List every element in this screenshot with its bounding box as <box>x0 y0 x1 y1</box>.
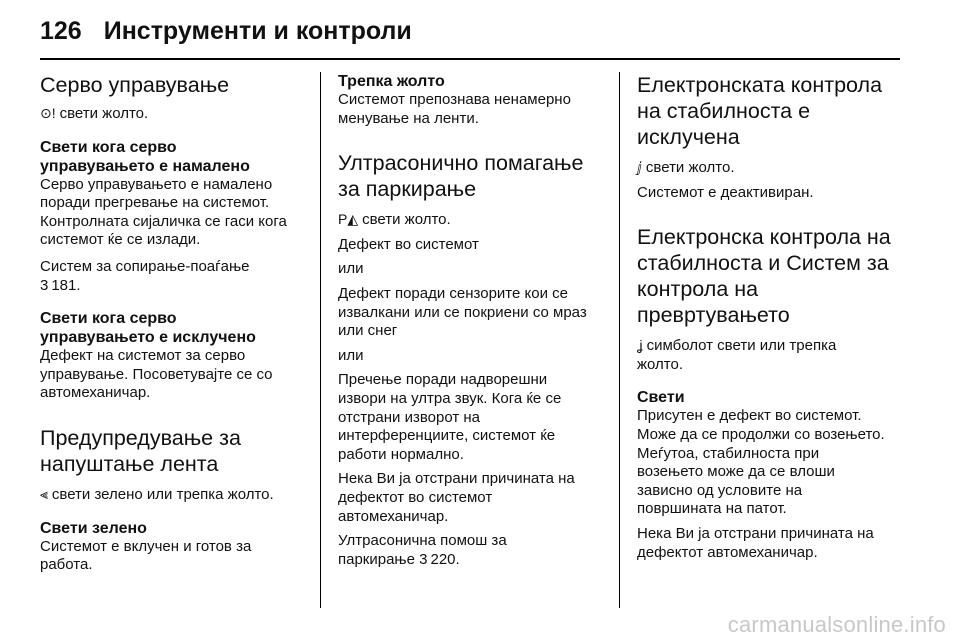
paragraph <box>338 371 604 464</box>
text-line: интерференциите, системот ќе <box>338 427 556 445</box>
title-line: на стабилноста е <box>637 99 811 123</box>
subsection-title <box>40 309 302 347</box>
text-line: дефектот автомеханичар. <box>637 543 818 561</box>
title-line: контрола на <box>637 277 759 302</box>
paragraph <box>338 470 604 526</box>
watermark: carmanualsonline.info <box>727 612 946 637</box>
text-line: Нека Ви ја отстрани причината на <box>338 470 575 488</box>
section-title-parking-assist <box>338 150 604 202</box>
esc-icon: ʝ <box>637 337 643 354</box>
header-rule <box>40 58 900 60</box>
paragraph: Дефект во системот <box>338 235 479 253</box>
text-line: системот ќе се излади. <box>40 231 201 249</box>
text-line: Нека Ви ја отстрани причината на <box>637 524 874 542</box>
column-divider-2 <box>619 72 620 608</box>
page-reference-icon: 3 <box>40 276 49 294</box>
lamp-text: жолто. <box>637 355 684 373</box>
text-line: извалкани или се покриени со мраз <box>338 303 587 321</box>
text-line: отстрани изворот на <box>338 408 481 426</box>
lamp-text: свети жолто. <box>362 211 451 229</box>
page-header <box>40 10 920 52</box>
text-line: Може да се продолжи со возењето. <box>637 425 885 443</box>
title-line: Електронска контрола на <box>637 225 891 250</box>
paragraph: Системот е деактивиран. <box>637 183 814 201</box>
section-title-esc-off <box>637 72 909 150</box>
text-line: зависно од условите на <box>637 481 803 499</box>
cross-reference <box>40 258 302 295</box>
text-line: Дефект поради сензорите кои се <box>338 284 568 302</box>
paragraph <box>637 525 909 562</box>
paragraph <box>637 407 909 519</box>
title-line: исклучена <box>637 125 740 149</box>
title-line: за паркирање <box>338 177 477 202</box>
lamp-text: свети зелено или трепка жолто. <box>51 485 274 503</box>
lamp-line <box>40 485 302 505</box>
cross-reference <box>338 532 604 569</box>
text-line: паркирање <box>338 550 415 568</box>
text-line: Серво управувањето е намалено <box>40 175 273 193</box>
running-title: Инструменти и контроли <box>103 16 412 45</box>
section-title-esc <box>637 224 909 328</box>
paragraph: или <box>338 260 364 278</box>
text-line: Присутен е дефект во системот. <box>637 407 862 425</box>
paragraph: или <box>338 346 364 364</box>
paragraph <box>338 285 604 341</box>
paragraph <box>40 176 302 250</box>
text-line: или снег <box>338 322 398 340</box>
esc-off-icon: ⅉ <box>637 159 642 175</box>
column-2 <box>338 72 604 569</box>
title-line: напуштање лента <box>40 451 219 476</box>
text-line: дефектот во системот <box>338 488 493 506</box>
text-line: менување на ленти. <box>338 109 479 127</box>
lamp-line <box>40 104 302 124</box>
page-number: 126 <box>40 16 82 45</box>
subsection-title: Свети зелено <box>40 519 147 537</box>
page-reference-icon: 3 <box>419 550 428 568</box>
text-line: површината на патот. <box>637 500 787 518</box>
paragraph <box>40 347 302 403</box>
text-line: Системот е вклучен и готов за <box>40 537 252 555</box>
text-line: Меѓутоа, стабилноста при <box>637 444 820 462</box>
text-line: автомеханичар. <box>338 507 449 525</box>
text-line: Дефект на системот за серво <box>40 347 246 365</box>
paragraph <box>338 91 604 128</box>
title-line: Свети кога серво <box>40 310 177 328</box>
text-line: Систем за сопирање-поаѓање <box>40 257 250 275</box>
column-1 <box>40 72 302 575</box>
title-line: Свети кога серво <box>40 138 177 156</box>
lamp-text: свети жолто. <box>59 105 149 122</box>
title-line: превртувањето <box>637 303 790 328</box>
text-line: Контролната сијаличка се гаси кога <box>40 212 287 230</box>
subsection-title: Трепка жолто <box>338 73 445 90</box>
lamp-line <box>637 336 909 374</box>
title-line: Ултрасонично помагање <box>338 151 584 176</box>
parking-assist-icon: P◭ <box>338 211 359 228</box>
title-line: управувањето е намалено <box>40 157 250 175</box>
lamp-line <box>637 158 909 178</box>
title-line: стабилноста и Систем за <box>637 251 889 276</box>
text-line: возењето може да се влоши <box>637 463 835 481</box>
title-line: управувањето е исклучено <box>40 329 256 347</box>
section-title-lane-departure <box>40 425 302 477</box>
column-divider-1 <box>320 72 321 608</box>
text-line: автомеханичар. <box>40 384 151 402</box>
page-reference: 181. <box>51 276 81 294</box>
text-line: работи нормално. <box>338 445 464 463</box>
page-reference: 220. <box>430 550 460 568</box>
steering-warning-icon: ⊙! <box>40 105 56 121</box>
subsection-title: Свети <box>637 389 685 407</box>
text-line: Пречење поради надворешни <box>338 371 548 389</box>
title-line: Електронската контрола <box>637 73 883 97</box>
text-line: Системот препознава ненамерно <box>338 91 571 108</box>
lamp-line <box>338 210 604 230</box>
text-line: управување. Посоветувајте се со <box>40 365 273 383</box>
column-3 <box>637 72 909 562</box>
lamp-text: свети жолто. <box>645 159 735 176</box>
text-line: извори на ултра звук. Кога ќе се <box>338 389 562 407</box>
lane-departure-icon: ⫷ <box>40 485 48 502</box>
subsection-title <box>40 138 302 176</box>
paragraph <box>40 538 302 575</box>
text-line: работа. <box>40 556 93 574</box>
text-line: поради прегревање на системот. <box>40 194 270 212</box>
lamp-text: симболот свети или трепка <box>646 337 837 355</box>
text-line: Ултрасонична помош за <box>338 532 507 550</box>
title-line: Предупредување за <box>40 425 241 450</box>
section-title-power-steering: Серво управување <box>40 73 230 97</box>
